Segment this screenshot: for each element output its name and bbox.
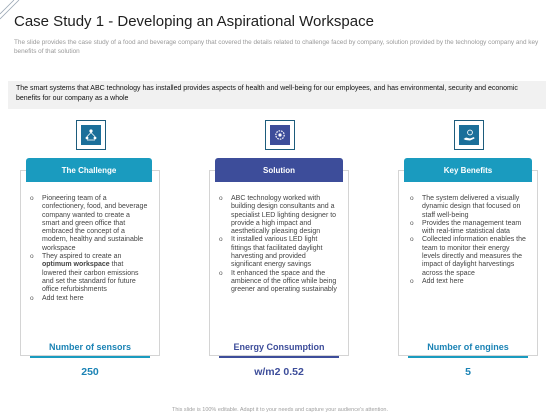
solution-divider: [219, 356, 339, 358]
gear-settings-icon: [270, 125, 290, 145]
list-item: o Add text here: [29, 295, 149, 303]
challenge-metric-value: 250: [81, 366, 99, 378]
hand-dollar-icon: [459, 125, 479, 145]
people-network-icon: [81, 125, 101, 145]
list-item: o Collected information enables the team to monitor their energy levels directly and measures the impact of daylight harvestings across the space: [409, 236, 529, 277]
list-item: o It installed various LED light fittings that facilitated daylight harvesting and provided significant energy savings: [218, 236, 338, 269]
list-item-text: They aspired to create an optimum workspace that lowered their carbon emissions and set the standard for future office refurbishments: [42, 253, 139, 294]
list-item: o ABC technology worked with building design consultants and a specialist LED lighting designer to provide a high impact and aesthetically pleasing design: [218, 195, 338, 236]
solution-header: Solution: [215, 158, 343, 182]
list-item: o Provides the management team with real-time statistical data: [409, 220, 529, 237]
solution-metric-label: Energy Consumption: [233, 342, 325, 352]
challenge-divider: [30, 356, 150, 358]
solution-list: [218, 195, 338, 295]
page-subtitle: The slide provides the case study of a food and beverage company that covered the details related to challenge faced by company, solution provided by the technology company and key benefits of that solution: [14, 39, 539, 55]
page-title: Case Study 1 - Developing an Aspirational Workspace: [14, 13, 374, 30]
benefits-header: Key Benefits: [404, 158, 532, 182]
list-item: [29, 253, 149, 294]
solution-icon-box: [265, 120, 295, 150]
list-item: o Pioneering team of a confectionery, food, and beverage company wanted to create a smart and green office that embraced the concept of a modern, healthy and sustainable workspace: [29, 195, 149, 253]
benefits-metric-label: Number of engines: [427, 342, 509, 352]
benefits-icon-box: [454, 120, 484, 150]
benefits-divider: [408, 356, 528, 358]
solution-metric-value: w/m2 0.52: [254, 366, 304, 378]
challenge-metric-label: Number of sensors: [48, 342, 132, 352]
list-item: o Add text here: [409, 278, 529, 286]
challenge-icon-box: [76, 120, 106, 150]
intro-text: The smart systems that ABC technology has installed provides aspects of health and well-being for our employees, and has environmental, security and economic benefits for our company as a whole: [8, 81, 546, 109]
benefits-list: [409, 195, 529, 286]
list-item: o The system delivered a visually dynamic design that focused on staff well-being: [409, 195, 529, 220]
list-item: o It enhanced the space and the ambience of the office while being greener and operating sustainably: [218, 270, 338, 295]
benefits-metric-value: 5: [465, 366, 471, 378]
challenge-header: The Challenge: [26, 158, 152, 182]
footer-note: This slide is 100% editable. Adapt it to your needs and capture your audience's attention.: [172, 407, 388, 413]
challenge-list: [29, 195, 149, 303]
